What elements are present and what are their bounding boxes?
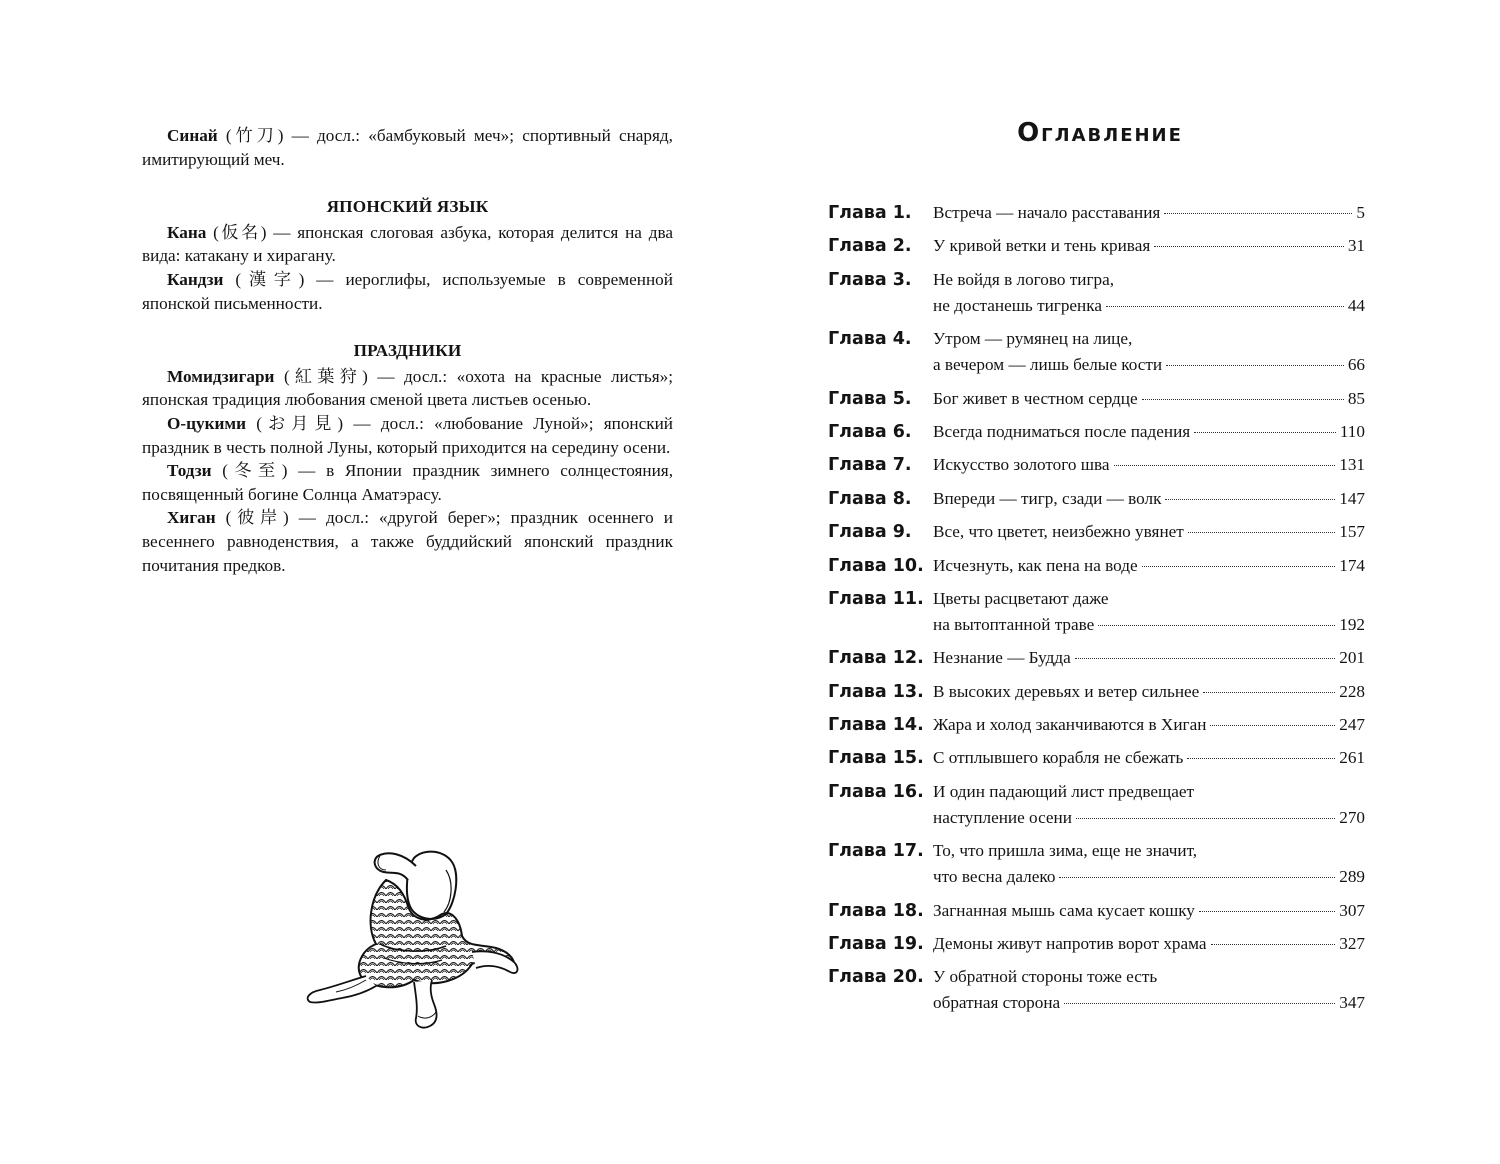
toc-leader-dots (1076, 818, 1335, 819)
toc-chapter-label: Глава 19. (828, 934, 924, 955)
toc-entry[interactable] (828, 419, 1365, 445)
toc-title-line (933, 990, 1365, 1016)
toc-title-line (933, 386, 1365, 412)
toc-leader-dots (1075, 658, 1335, 659)
glossary-definition: — досл.: «любование Луной»; японский праздник в честь полной Луны, который приходится на середину осени. (142, 413, 673, 457)
toc-title-line (933, 779, 1365, 805)
glossary-kanji: 冬至 (227, 461, 282, 481)
toc-title-text: Загнанная мышь сама кусает кошку (933, 900, 1195, 920)
section-heading: ПРАЗДНИКИ (353, 341, 462, 361)
toc-chapter-title (933, 586, 1365, 638)
glossary-kanji: 漢字 (241, 269, 299, 289)
toc-title-line (933, 326, 1365, 352)
toc-title-line (933, 838, 1365, 864)
toc-entry[interactable] (828, 586, 1365, 638)
toc-title-text: Цветы расцветают даже (933, 588, 1109, 608)
toc-title-text: И один падающий лист предвещает (933, 781, 1195, 801)
toc-page-number: 261 (1339, 748, 1365, 768)
toc-leader-dots (1106, 306, 1344, 307)
toc-title-text: что весна далеко (933, 867, 1056, 887)
toc-leader-dots (1059, 877, 1335, 878)
toc-entry[interactable] (828, 553, 1365, 579)
glossary-term: Тодзи (167, 461, 212, 481)
toc-title-text: Утром — румянец на лице, (933, 329, 1133, 349)
toc-chapter-label: Глава 11. (828, 588, 924, 609)
toc-title-text: У обратной стороны тоже есть (933, 967, 1158, 987)
toc-leader-dots (1199, 911, 1335, 912)
toc-title-text: Встреча — начало расставания (933, 203, 1161, 222)
toc-title-text: Незнание — Будда (933, 648, 1071, 668)
toc-chapter-title (933, 267, 1365, 319)
toc-chapter-title (933, 838, 1365, 890)
toc-chapter-label: Глава 14. (828, 715, 924, 736)
toc-entry[interactable] (828, 964, 1365, 1016)
table-of-contents (828, 200, 1365, 1024)
glossary-definition: — в Японии праздник зимнего солнцестояния, посвященный богине Солнца Аматэрасу. (142, 461, 673, 504)
toc-page-number: 307 (1339, 900, 1365, 920)
glossary-definition: — досл.: «бамбуковый меч»; спортивный снаряд, имитирующий меч. (142, 126, 673, 169)
toc-chapter-title (933, 779, 1365, 831)
toc-title-line (933, 233, 1365, 259)
toc-leader-dots (1098, 625, 1335, 626)
toc-chapter-label: Глава 7. (828, 455, 912, 476)
toc-chapter-label: Глава 9. (828, 522, 912, 543)
glossary-kanji: 紅葉狩 (289, 366, 363, 386)
toc-page-number: 347 (1339, 993, 1365, 1013)
glossary-kanji: 竹刀 (231, 126, 278, 145)
toc-page-number: 147 (1339, 488, 1365, 508)
toc-leader-dots (1114, 465, 1336, 466)
toc-entry[interactable] (828, 200, 1365, 226)
glossary-entry: О-цукими (お月見) — досл.: «любование Луной»; японский праздник в честь полной Луны, который приходится на середину осени. (142, 413, 673, 457)
glossary-entry: Хиган (彼岸) — досл.: «другой берег»; праздник осеннего и весеннего равноденствия, а также буддийский японский праздник почитания предков. (142, 508, 673, 575)
toc-chapter-title (933, 745, 1365, 771)
toc-page-number: 289 (1339, 867, 1365, 887)
toc-chapter-title (933, 645, 1365, 671)
glossary-definition: — японская слоговая азбука, которая делится на два вида: катакану и хирагану. (142, 222, 673, 266)
toc-entry[interactable] (828, 838, 1365, 890)
toc-entry[interactable] (828, 452, 1365, 478)
toc-leader-dots (1165, 499, 1335, 500)
toc-title-text: не достанешь тигренка (933, 295, 1102, 315)
toc-chapter-label: Глава 3. (828, 269, 912, 290)
toc-chapter-title (933, 519, 1365, 545)
toc-chapter-title (933, 486, 1365, 512)
toc-entry[interactable] (828, 645, 1365, 671)
toc-page-number: 192 (1339, 614, 1365, 634)
toc-title-text: Все, что цветет, неизбежно увянет (933, 522, 1184, 542)
toc-chapter-title (933, 419, 1365, 445)
toc-page-number: 110 (1339, 421, 1365, 441)
glossary-entry: Тодзи (冬至) — в Японии праздник зимнего солнцестояния, посвященный богине Солнца Аматэрасу. (142, 461, 673, 504)
toc-chapter-label: Глава 17. (828, 841, 924, 862)
toc-title-line (933, 293, 1365, 319)
toc-page-number: 201 (1339, 648, 1365, 668)
toc-entry[interactable] (828, 898, 1365, 924)
toc-leader-dots (1210, 725, 1335, 726)
toc-chapter-label: Глава 18. (828, 900, 924, 921)
glossary-term: Синай (167, 126, 218, 145)
toc-chapter-label: Глава 10. (828, 555, 924, 576)
toc-title-line (933, 612, 1365, 638)
toc-title-text: наступление осени (933, 807, 1072, 827)
toc-chapter-label: Глава 1. (828, 203, 912, 223)
toc-leader-dots (1142, 399, 1344, 400)
toc-page-number: 44 (1347, 295, 1365, 315)
toc-leader-dots (1194, 432, 1336, 433)
toc-chapter-label: Глава 2. (828, 236, 912, 257)
toc-title-line (933, 452, 1365, 478)
toc-chapter-label: Глава 15. (828, 748, 924, 769)
glossary-definition: — иероглифы, используемые в современной японской письменности. (142, 269, 673, 313)
toc-page-number: 270 (1339, 807, 1365, 827)
toc-entry[interactable] (828, 931, 1365, 957)
glossary-term: О-цукими (167, 413, 247, 433)
toc-title-text: У кривой ветки и тень кривая (933, 236, 1151, 256)
toc-title-text: на вытоптанной траве (933, 614, 1095, 634)
toc-chapter-title (933, 233, 1365, 259)
toc-page-number: 174 (1339, 555, 1365, 575)
toc-title-line (933, 679, 1365, 705)
toc-title-line (933, 200, 1365, 226)
toc-page-number: 85 (1347, 388, 1365, 408)
glossary-intro (142, 124, 673, 171)
toc-chapter-title (933, 452, 1365, 478)
toc-leader-dots (1166, 365, 1344, 366)
toc-leader-dots (1064, 1003, 1335, 1004)
toc-page-number: 131 (1339, 455, 1365, 475)
toc-page-number: 228 (1339, 681, 1365, 701)
toc-title-text: Демоны живут напротив ворот храма (933, 934, 1207, 954)
toc-leader-dots (1188, 532, 1335, 533)
glossary-entry: Кана (仮名) — японская слоговая азбука, которая делится на два вида: катакану и хирагану. (142, 222, 673, 266)
glossary-entry: Синай (竹刀) — досл.: «бамбуковый меч»; спортивный снаряд, имитирующий меч. (142, 126, 673, 169)
toc-entry[interactable] (828, 326, 1365, 378)
toc-chapter-label: Глава 4. (828, 329, 912, 350)
toc-title-line (933, 712, 1365, 738)
section-heading: ЯПОНСКИЙ ЯЗЫК (326, 197, 489, 217)
toc-entry[interactable] (828, 233, 1365, 259)
toc-title-line (933, 964, 1365, 990)
toc-title-line (933, 486, 1365, 512)
toc-page-number: 31 (1347, 236, 1365, 256)
toc-entry[interactable] (828, 519, 1365, 545)
toc-leader-dots (1164, 213, 1352, 214)
toc-chapter-title (933, 326, 1365, 378)
toc-title-line (933, 931, 1365, 957)
toc-title-line (933, 745, 1365, 771)
toc-title-line (933, 553, 1365, 579)
toc-entry[interactable] (828, 779, 1365, 831)
toc-leader-dots (1187, 758, 1335, 759)
glossary-term: Момидзигари (167, 366, 275, 386)
toc-chapter-title (933, 679, 1365, 705)
toc-page-number: 157 (1339, 522, 1365, 542)
toc-title-text: Впереди — тигр, сзади — волк (933, 488, 1162, 508)
toc-page-number: 327 (1339, 934, 1365, 954)
toc-leader-dots (1142, 566, 1336, 567)
glossary-term: Хиган (167, 508, 216, 528)
toc-title-text: В высоких деревьях и ветер сильнее (933, 681, 1200, 701)
glossary-term: Кана (167, 222, 207, 242)
toc-leader-dots (1154, 246, 1344, 247)
toc-page-number: 247 (1339, 715, 1365, 735)
glossary-definition: — досл.: «охота на красные листья»; японская традиция любования сменой цвета листьев осенью. (142, 366, 673, 410)
toc-entry[interactable] (828, 712, 1365, 738)
toc-entry[interactable] (828, 267, 1365, 319)
toc-title: Оглавление (1017, 118, 1183, 148)
glossary-kanji: 仮名 (218, 222, 261, 242)
toc-chapter-label: Глава 5. (828, 388, 912, 409)
toc-entry[interactable] (828, 745, 1365, 771)
toc-chapter-label: Глава 8. (828, 488, 912, 509)
toc-title-line (933, 864, 1365, 890)
toc-title-text: Исчезнуть, как пена на воде (933, 555, 1138, 575)
toc-leader-dots (1203, 692, 1335, 693)
toc-title-text: обратная сторона (933, 993, 1061, 1013)
toc-title-line (933, 352, 1365, 378)
toc-chapter-label: Глава 16. (828, 781, 924, 802)
glossary-entry: Момидзигари (紅葉狩) — досл.: «охота на красные листья»; японская традиция любования сменой цвета листьев осенью. (142, 366, 673, 410)
toc-title-text: а вечером — лишь белые кости (933, 355, 1163, 375)
glossary-definition: — досл.: «другой берег»; праздник осеннего и весеннего равноденствия, а также буддийский японский праздник почитания предков. (142, 508, 673, 575)
toc-page-number: 66 (1347, 355, 1365, 375)
toc-title-text: Всегда подниматься после падения (933, 421, 1191, 441)
toc-entry[interactable] (828, 679, 1365, 705)
toc-title-text: Жара и холод заканчиваются в Хиган (933, 715, 1207, 735)
toc-chapter-label: Глава 6. (828, 421, 912, 442)
toc-title-text: То, что пришла зима, еще не значит, (933, 841, 1198, 861)
glossary-page (142, 124, 673, 577)
toc-title-line (933, 805, 1365, 831)
toc-chapter-title (933, 931, 1365, 957)
glossary-kanji: 彼岸 (231, 508, 283, 528)
toc-chapter-label: Глава 13. (828, 681, 924, 702)
toc-title-text: Не войдя в логово тигра, (933, 269, 1115, 289)
toc-chapter-label: Глава 20. (828, 967, 924, 988)
toc-chapter-label: Глава 12. (828, 648, 924, 669)
toc-chapter-title (933, 553, 1365, 579)
toc-title-text: С отплывшего корабля не сбежать (933, 748, 1184, 768)
toc-title-line (933, 645, 1365, 671)
sumo-wrestler-illustration (296, 840, 528, 1032)
toc-title-text: Искусство золотого шва (933, 455, 1110, 475)
glossary-kanji: お月見 (262, 413, 338, 433)
toc-chapter-title (933, 712, 1365, 738)
toc-chapter-title (933, 200, 1365, 226)
glossary-entry: Кандзи (漢字) — иероглифы, используемые в современной японской письменности. (142, 269, 673, 313)
glossary-sections (142, 195, 673, 577)
toc-title-line (933, 419, 1365, 445)
toc-leader-dots (1211, 944, 1336, 945)
toc-entry[interactable] (828, 386, 1365, 412)
toc-title-line (933, 898, 1365, 924)
toc-title-line (933, 267, 1365, 293)
toc-chapter-title (933, 386, 1365, 412)
toc-title-line (933, 519, 1365, 545)
toc-title-line (933, 586, 1365, 612)
toc-chapter-title (933, 898, 1365, 924)
toc-chapter-title (933, 964, 1365, 1016)
toc-title-text: Бог живет в честном сердце (933, 388, 1138, 408)
toc-page-number: 5 (1356, 203, 1365, 222)
toc-entry[interactable] (828, 486, 1365, 512)
glossary-term: Кандзи (167, 269, 224, 289)
